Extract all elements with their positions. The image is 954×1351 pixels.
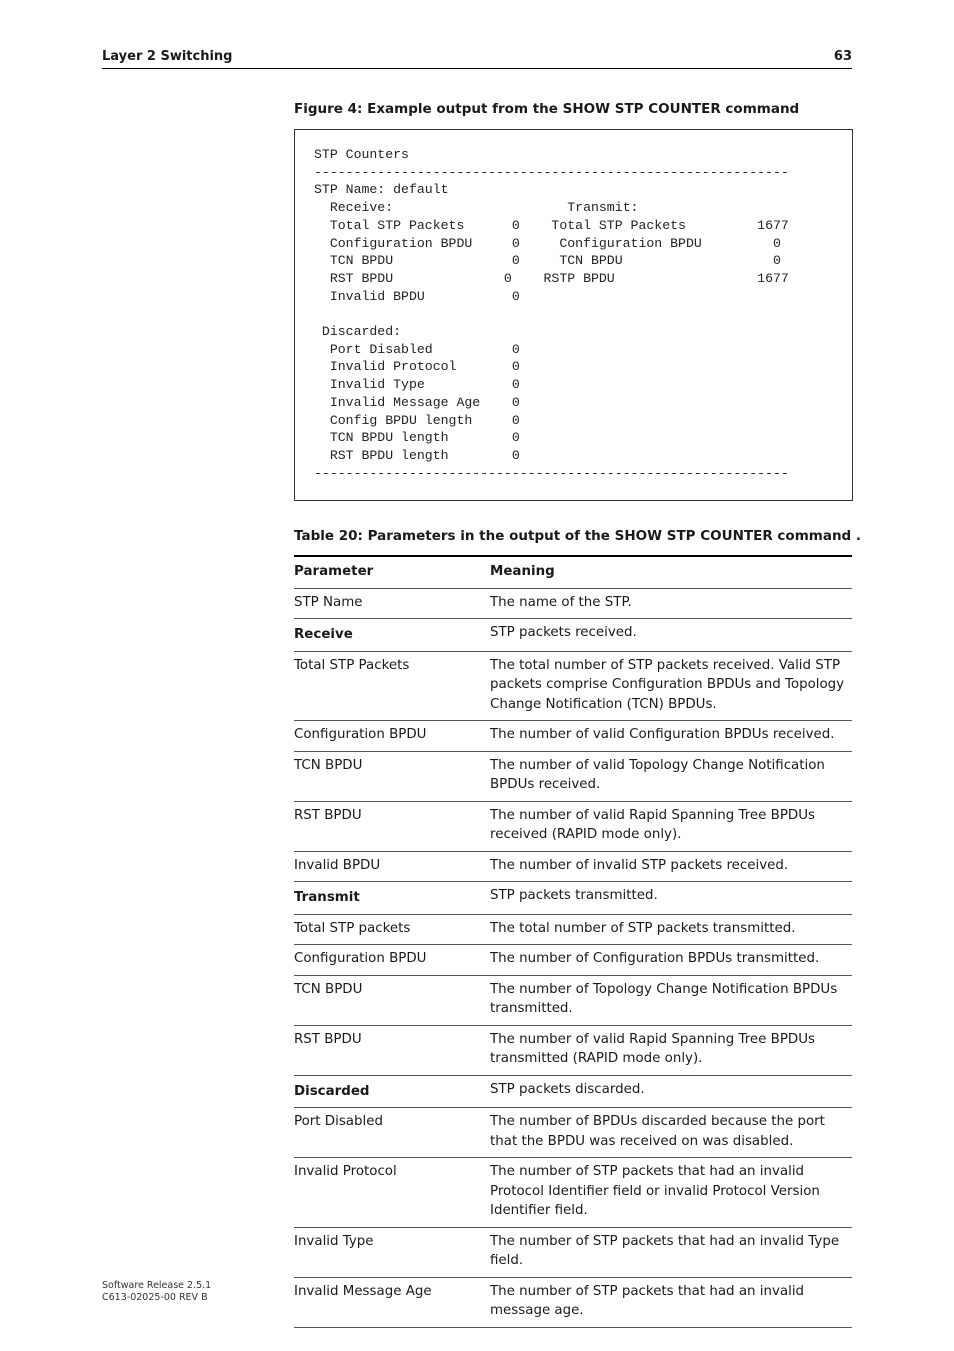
figure-caption: Figure 4: Example output from the SHOW STP COUNTER command xyxy=(294,101,800,117)
meaning-cell: STP packets transmitted. xyxy=(490,888,658,903)
meaning-cell: The number of STP packets that had an invalid Type field. xyxy=(490,1233,840,1268)
meaning-cell: The number of valid Rapid Spanning Tree BPDUs received (RAPID mode only). xyxy=(490,807,816,842)
parameter-cell: Total STP packets xyxy=(294,920,411,936)
table-header-row xyxy=(294,557,852,589)
parameter-cell: Total STP Packets xyxy=(294,657,410,673)
parameters-table xyxy=(294,555,852,1328)
parameter-cell: TCN BPDU xyxy=(294,981,363,997)
meaning-cell: The total number of STP packets received. Valid STP packets comprise Configuration BPDUs and Topology Change Notification (TCN) BPDUs. xyxy=(490,657,845,712)
parameter-cell: Invalid Message Age xyxy=(294,1283,432,1299)
header-parameter: Parameter xyxy=(294,564,374,579)
table-row xyxy=(294,1076,852,1109)
parameter-cell: TCN BPDU xyxy=(294,757,363,773)
code-output-box xyxy=(294,129,853,501)
table-row xyxy=(294,1228,852,1278)
table-row xyxy=(294,945,852,976)
meaning-cell: The total number of STP packets transmitted. xyxy=(490,920,796,936)
parameter-cell: Configuration BPDU xyxy=(294,951,427,966)
table-row xyxy=(294,802,852,852)
table-row xyxy=(294,1026,852,1076)
parameter-cell: Configuration BPDU xyxy=(294,727,427,742)
parameter-cell: Invalid BPDU xyxy=(294,857,381,873)
parameter-cell: Transmit xyxy=(294,890,360,905)
table-row xyxy=(294,852,852,883)
meaning-cell: The name of the STP. xyxy=(490,594,632,610)
table-row xyxy=(294,1158,852,1228)
table-row xyxy=(294,976,852,1026)
header-meaning: Meaning xyxy=(490,564,555,579)
meaning-cell: The number of invalid STP packets received. xyxy=(490,857,789,873)
parameter-cell: Invalid Protocol xyxy=(294,1164,397,1179)
table-row xyxy=(294,652,852,722)
meaning-cell: The number of valid Configuration BPDUs received. xyxy=(490,727,835,742)
code-output: STP Counters ------------------------------------------------------------ STP Name: default Receive: Transmit: Total STP Packets 0 Total STP Packets 1677 Configuration BPDU 0 Configuration BPDU 0 TCN BPDU 0 TCN BPDU 0 RST BPDU 0 RSTP BPDU 1677 Invalid BPDU 0 Discarded: Port Disabled 0 Invalid Protocol 0 Invalid Type 0 Invalid Message Age 0 Config BPDU length 0 TCN BPDU length 0 RST BPDU length 0 ------------------------------------------------------------ xyxy=(314,147,789,481)
meaning-cell: The number of BPDUs discarded because the port that the BPDU was received on was disabled. xyxy=(490,1114,825,1149)
meaning-cell: STP packets received. xyxy=(490,625,637,640)
page-footer xyxy=(102,1280,211,1304)
parameter-cell: Discarded xyxy=(294,1083,370,1099)
parameter-cell: Receive xyxy=(294,627,353,642)
meaning-cell: The number of valid Rapid Spanning Tree BPDUs transmitted (RAPID mode only). xyxy=(490,1031,816,1066)
table-row xyxy=(294,1108,852,1158)
meaning-cell: STP packets discarded. xyxy=(490,1081,645,1097)
chapter-title: Layer 2 Switching xyxy=(102,49,233,64)
meaning-cell: The number of Topology Change Notification BPDUs transmitted. xyxy=(490,981,838,1016)
meaning-cell: The number of Configuration BPDUs transmitted. xyxy=(490,951,820,966)
table-row xyxy=(294,721,852,752)
parameter-cell: STP Name xyxy=(294,594,363,610)
page-number: 63 xyxy=(833,49,852,64)
table-caption: Table 20: Parameters in the output of the SHOW STP COUNTER command . xyxy=(294,528,862,544)
parameter-cell: Invalid Type xyxy=(294,1233,374,1249)
document-revision: C613-02025-00 REV B xyxy=(102,1292,208,1303)
parameter-cell: Port Disabled xyxy=(294,1114,383,1129)
parameter-cell: RST BPDU xyxy=(294,1031,362,1047)
table-row xyxy=(294,619,852,652)
meaning-cell: The number of STP packets that had an invalid Protocol Identifier field or invalid Protocol Version Identifier field. xyxy=(490,1164,820,1218)
software-release: Software Release 2.5.1 xyxy=(102,1280,212,1291)
table-row xyxy=(294,882,852,915)
table-row xyxy=(294,752,852,802)
page-header xyxy=(102,48,852,69)
parameter-cell: RST BPDU xyxy=(294,807,362,823)
table-row xyxy=(294,589,852,620)
table-row xyxy=(294,915,852,946)
meaning-cell: The number of valid Topology Change Notification BPDUs received. xyxy=(490,757,825,792)
meaning-cell: The number of STP packets that had an invalid message age. xyxy=(490,1283,805,1318)
table-row xyxy=(294,1278,852,1328)
